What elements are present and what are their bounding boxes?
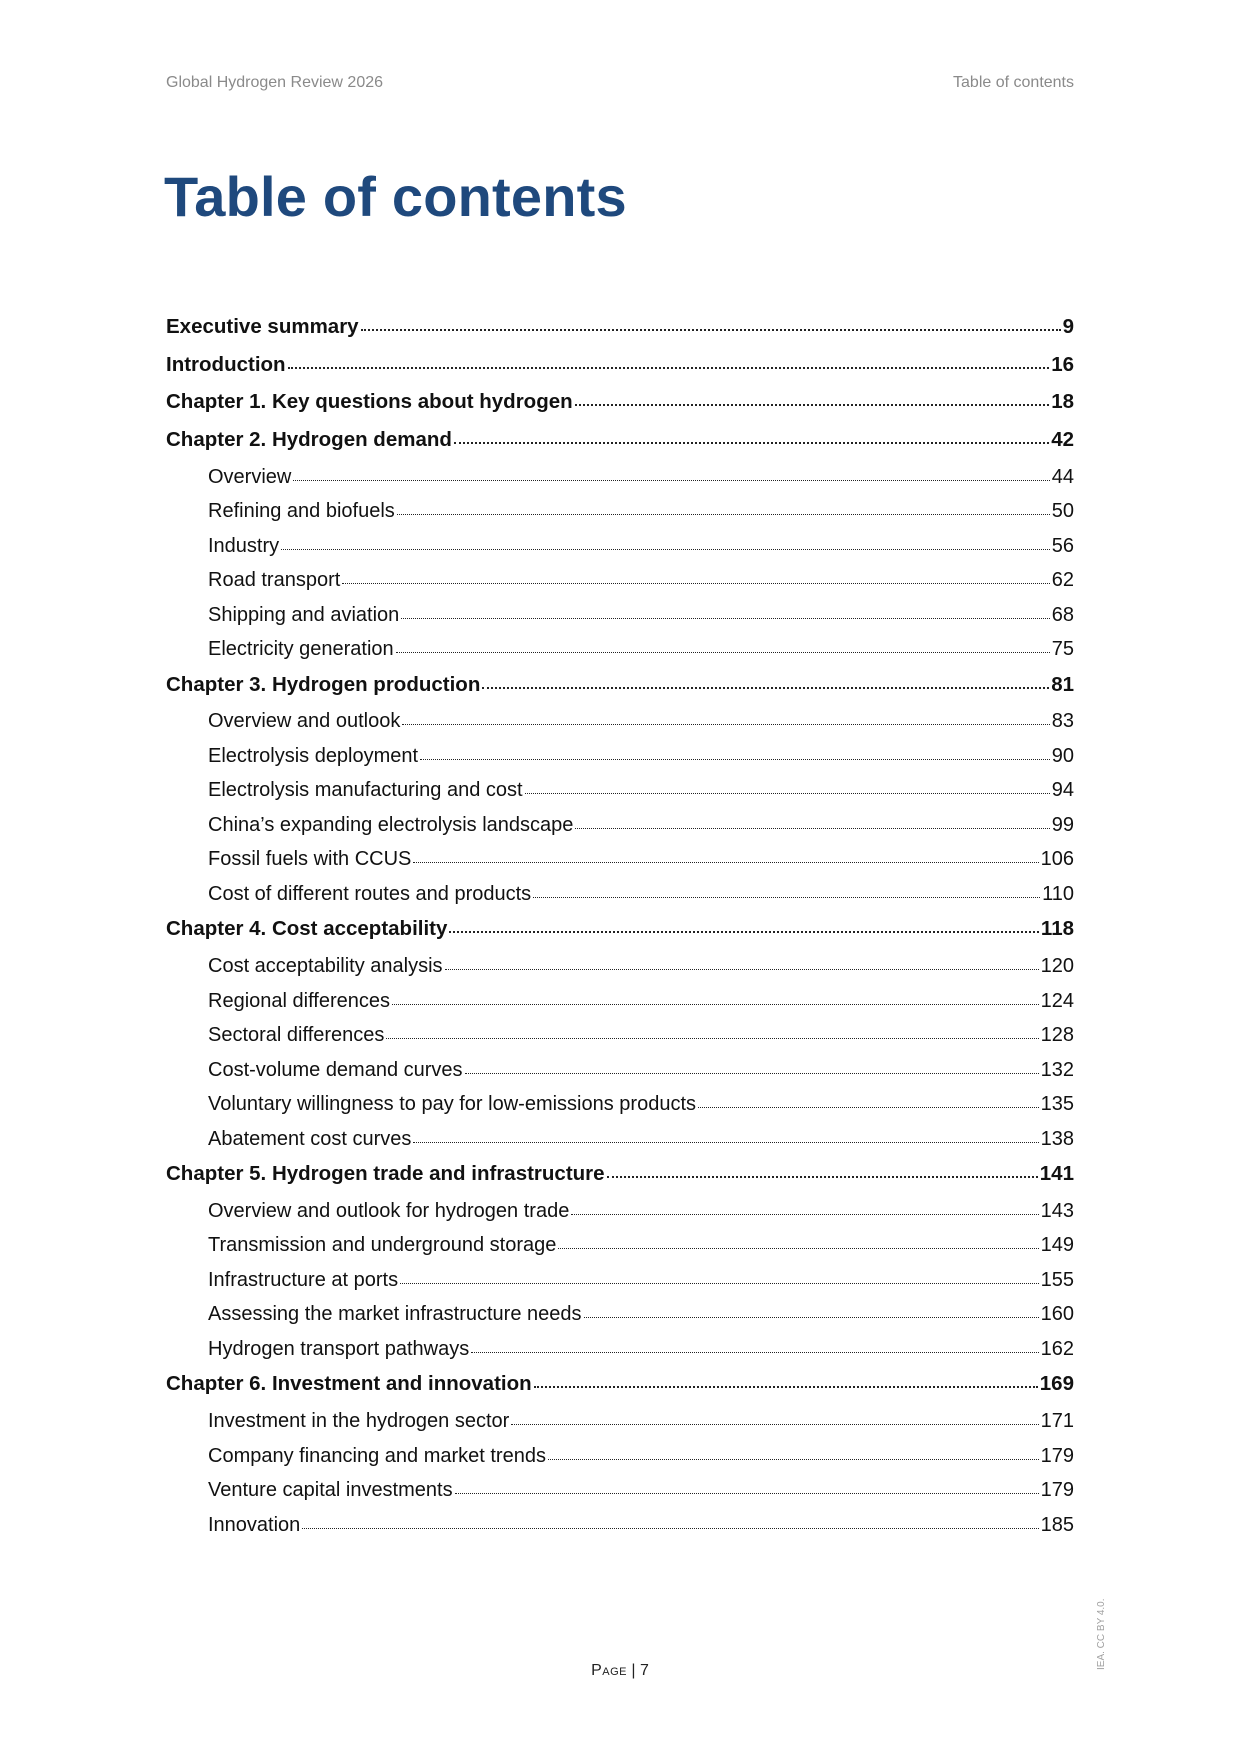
- toc-dot-leader: [342, 581, 1049, 584]
- toc-entry-title: Chapter 1. Key questions about hydrogen: [166, 390, 573, 414]
- toc-section-entry[interactable]: [166, 1479, 1074, 1514]
- toc-entry-title: Industry: [208, 534, 280, 557]
- toc-entry-page: 106: [1040, 848, 1074, 871]
- toc-entry-title: Electrolysis deployment: [208, 744, 419, 767]
- toc-entry-page: 162: [1040, 1337, 1074, 1360]
- page-separator: |: [631, 1662, 636, 1679]
- toc-entry-title: Assessing the market infrastructure needs: [208, 1303, 582, 1326]
- toc-entry-page: 149: [1040, 1234, 1074, 1257]
- toc-entry-title: Chapter 4. Cost acceptability: [166, 917, 448, 941]
- toc-section-entry[interactable]: [166, 1234, 1074, 1269]
- toc-entry-page: 99: [1051, 813, 1074, 836]
- toc-entry-title: Chapter 3. Hydrogen production: [166, 672, 481, 696]
- toc-entry-title: Venture capital investments: [208, 1479, 453, 1501]
- toc-section-entry[interactable]: [166, 814, 1074, 849]
- toc-section-entry[interactable]: [166, 569, 1074, 604]
- toc-dot-leader: [413, 860, 1038, 863]
- toc-entry-page: 179: [1040, 1479, 1074, 1501]
- toc-section-entry[interactable]: [166, 1303, 1074, 1338]
- toc-entry-page: 132: [1040, 1058, 1074, 1081]
- toc-dot-leader: [607, 1174, 1038, 1178]
- header-section-title: Table of contents: [953, 74, 1074, 91]
- header-report-title: Global Hydrogen Review 2026: [166, 74, 384, 91]
- license-note: IEA. CC BY 4.0.: [1096, 1598, 1107, 1670]
- toc-section-entry[interactable]: [166, 883, 1074, 918]
- toc-chapter-entry[interactable]: [166, 353, 1074, 391]
- running-header: [166, 74, 1074, 92]
- toc-section-entry[interactable]: [166, 500, 1074, 535]
- toc-section-entry[interactable]: [166, 1093, 1074, 1128]
- toc-entry-page: 124: [1040, 989, 1074, 1012]
- toc-dot-leader: [392, 1002, 1039, 1005]
- table-of-contents: [166, 315, 1074, 1548]
- toc-section-entry[interactable]: [166, 745, 1074, 780]
- toc-entry-title: Chapter 2. Hydrogen demand: [166, 428, 452, 452]
- toc-dot-leader: [302, 1526, 1038, 1529]
- toc-entry-title: Electricity generation: [208, 638, 394, 661]
- toc-dot-leader: [471, 1350, 1038, 1353]
- toc-section-entry[interactable]: [166, 638, 1074, 673]
- toc-entry-page: 62: [1051, 569, 1074, 592]
- toc-section-entry[interactable]: [166, 779, 1074, 814]
- toc-entry-title: Sectoral differences: [208, 1024, 385, 1047]
- toc-entry-page: 185: [1040, 1513, 1074, 1536]
- toc-entry-title: Overview: [208, 465, 292, 488]
- toc-entry-page: 90: [1051, 744, 1074, 767]
- toc-section-entry[interactable]: [166, 604, 1074, 639]
- toc-entry-title: Cost of different routes and products: [208, 882, 532, 905]
- toc-dot-leader: [361, 327, 1061, 331]
- toc-entry-title: Chapter 6. Investment and innovation: [166, 1372, 532, 1396]
- toc-dot-leader: [449, 929, 1039, 933]
- toc-entry-title: Electrolysis manufacturing and cost: [208, 779, 523, 802]
- toc-dot-leader: [548, 1457, 1039, 1460]
- toc-dot-leader: [534, 1384, 1038, 1388]
- toc-entry-title: Voluntary willingness to pay for low-emissions products: [208, 1093, 696, 1116]
- toc-entry-title: Infrastructure at ports: [208, 1268, 399, 1291]
- toc-dot-leader: [571, 1212, 1038, 1215]
- toc-entry-title: Executive summary: [166, 315, 359, 338]
- toc-dot-leader: [400, 1281, 1039, 1284]
- toc-entry-page: 135: [1040, 1093, 1074, 1116]
- toc-entry-page: 44: [1051, 465, 1074, 488]
- toc-entry-page: 94: [1051, 779, 1074, 802]
- toc-entry-page: 143: [1040, 1199, 1074, 1222]
- page-number: 7: [640, 1662, 649, 1679]
- toc-entry-page: 56: [1051, 534, 1074, 557]
- toc-chapter-entry[interactable]: [166, 673, 1074, 711]
- toc-entry-page: 128: [1040, 1024, 1074, 1047]
- toc-section-entry[interactable]: [166, 1410, 1074, 1445]
- toc-entry-page: 169: [1039, 1372, 1074, 1396]
- toc-entry-page: 110: [1042, 882, 1074, 905]
- toc-dot-leader: [281, 547, 1050, 550]
- toc-entry-title: Fossil fuels with CCUS: [208, 848, 412, 871]
- toc-section-entry[interactable]: [166, 990, 1074, 1025]
- toc-dot-leader: [401, 616, 1049, 619]
- toc-entry-title: Road transport: [208, 569, 341, 592]
- toc-chapter-entry[interactable]: [166, 917, 1074, 955]
- toc-dot-leader: [584, 1315, 1039, 1318]
- toc-entry-page: 120: [1040, 955, 1074, 978]
- page-footer: [0, 1662, 1240, 1680]
- toc-dot-leader: [575, 402, 1050, 406]
- toc-section-entry[interactable]: [166, 1445, 1074, 1480]
- toc-dot-leader: [533, 895, 1040, 898]
- toc-section-entry[interactable]: [166, 848, 1074, 883]
- toc-entry-page: 68: [1051, 603, 1074, 626]
- toc-dot-leader: [558, 1246, 1038, 1249]
- toc-entry-page: 141: [1039, 1162, 1074, 1186]
- toc-section-entry[interactable]: [166, 535, 1074, 570]
- toc-entry-title: China’s expanding electrolysis landscape: [208, 813, 574, 836]
- toc-entry-page: 138: [1040, 1127, 1074, 1150]
- toc-dot-leader: [288, 365, 1050, 369]
- toc-entry-page: 9: [1062, 315, 1074, 338]
- toc-dot-leader: [396, 650, 1050, 653]
- toc-dot-leader: [413, 1140, 1038, 1143]
- toc-entry-page: 18: [1051, 390, 1074, 414]
- toc-entry-title: Introduction: [166, 352, 286, 376]
- toc-section-entry[interactable]: [166, 1128, 1074, 1163]
- toc-entry-title: Overview and outlook: [208, 710, 401, 733]
- toc-entry-page: 75: [1051, 638, 1074, 661]
- toc-entry-title: Cost acceptability analysis: [208, 955, 443, 978]
- toc-entry-page: 16: [1051, 352, 1074, 376]
- toc-chapter-entry[interactable]: [166, 315, 1074, 353]
- toc-chapter-entry[interactable]: [166, 1162, 1074, 1200]
- toc-dot-leader: [420, 757, 1050, 760]
- toc-entry-title: Investment in the hydrogen sector: [208, 1410, 510, 1432]
- toc-entry-title: Hydrogen transport pathways: [208, 1337, 470, 1360]
- toc-entry-page: 179: [1040, 1444, 1074, 1467]
- toc-entry-page: 42: [1051, 428, 1074, 452]
- toc-section-entry[interactable]: [166, 955, 1074, 990]
- toc-dot-leader: [455, 1491, 1039, 1494]
- toc-section-entry[interactable]: [166, 1200, 1074, 1235]
- toc-dot-leader: [445, 967, 1039, 970]
- toc-section-entry[interactable]: [166, 1059, 1074, 1094]
- toc-entry-title: Regional differences: [208, 989, 390, 1012]
- toc-dot-leader: [511, 1422, 1038, 1425]
- toc-dot-leader: [293, 478, 1049, 481]
- toc-section-entry[interactable]: [166, 1514, 1074, 1549]
- toc-chapter-entry[interactable]: [166, 1372, 1074, 1410]
- toc-entry-page: 83: [1051, 710, 1074, 733]
- toc-section-entry[interactable]: [166, 1024, 1074, 1059]
- toc-entry-page: 50: [1051, 500, 1074, 523]
- toc-entry-title: Chapter 5. Hydrogen trade and infrastructure: [166, 1162, 605, 1186]
- toc-entry-page: 118: [1040, 917, 1074, 941]
- toc-entry-title: Cost-volume demand curves: [208, 1058, 463, 1081]
- toc-entry-page: 160: [1040, 1303, 1074, 1326]
- toc-entry-title: Transmission and underground storage: [208, 1234, 557, 1257]
- toc-dot-leader: [482, 685, 1049, 689]
- toc-section-entry[interactable]: [166, 710, 1074, 745]
- toc-chapter-entry[interactable]: [166, 390, 1074, 428]
- toc-dot-leader: [575, 826, 1049, 829]
- toc-dot-leader: [402, 722, 1049, 725]
- page-label: Page: [591, 1662, 627, 1679]
- toc-dot-leader: [397, 512, 1050, 515]
- page-title: Table of contents: [164, 165, 627, 228]
- toc-entry-page: 155: [1040, 1268, 1074, 1291]
- toc-entry-page: 171: [1040, 1410, 1074, 1432]
- toc-section-entry[interactable]: [166, 1338, 1074, 1373]
- toc-entry-title: Innovation: [208, 1513, 301, 1536]
- toc-entry-title: Overview and outlook for hydrogen trade: [208, 1199, 570, 1222]
- toc-dot-leader: [465, 1071, 1039, 1074]
- toc-dot-leader: [454, 440, 1049, 444]
- toc-dot-leader: [386, 1036, 1038, 1039]
- toc-dot-leader: [698, 1105, 1039, 1108]
- toc-chapter-entry[interactable]: [166, 428, 1074, 466]
- toc-section-entry[interactable]: [166, 1269, 1074, 1304]
- toc-section-entry[interactable]: [166, 466, 1074, 501]
- toc-entry-title: Abatement cost curves: [208, 1127, 412, 1150]
- toc-entry-title: Refining and biofuels: [208, 500, 395, 523]
- toc-entry-page: 81: [1051, 672, 1074, 696]
- toc-entry-title: Shipping and aviation: [208, 603, 400, 626]
- toc-entry-title: Company financing and market trends: [208, 1444, 546, 1467]
- toc-dot-leader: [525, 791, 1050, 794]
